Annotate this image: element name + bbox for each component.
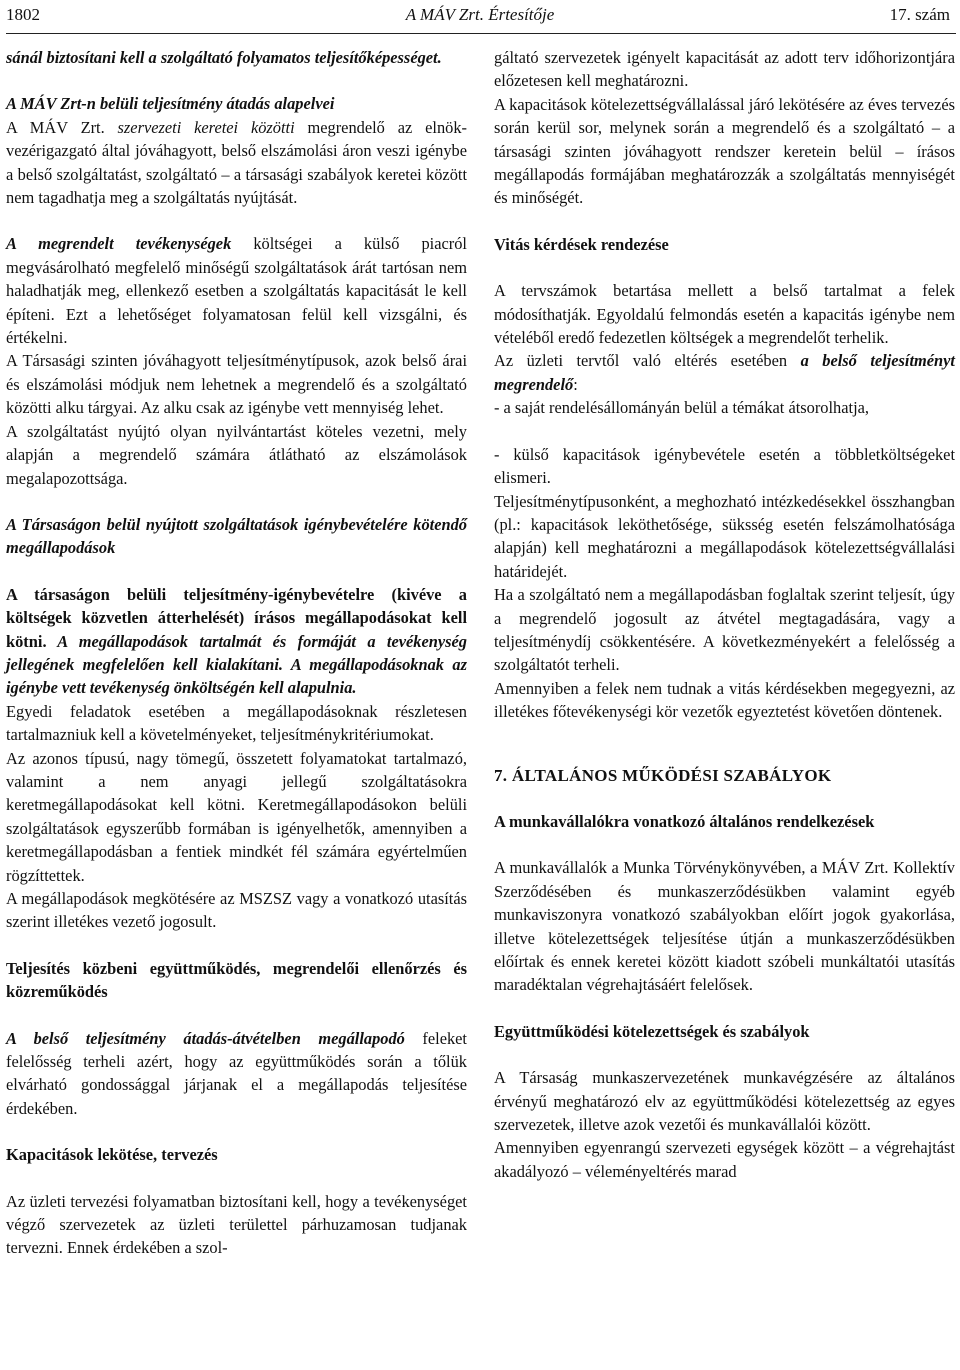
paragraph: A megállapodások megkötésére az MSZSZ vagy a vonatkozó utasítás szerint illetékes vezető jogosult. xyxy=(6,889,467,932)
text-run: szervezeti keretei közötti xyxy=(104,117,295,137)
text-run: költségei a külső piacról megvásárolható megfelelő minőségű szolgáltatások árát tartósan nem haladhatják meg, ellenkező esetben a szolgáltatás kapacitását le kell építeni. Ezt a lehetőséget folyamatosan felül kell vizsgálni, és értékelni. xyxy=(6,234,467,348)
journal-title: A MÁV Zrt. Értesítője xyxy=(405,5,555,24)
section-heading: Kapacitások lekötése, tervezés xyxy=(6,1145,218,1165)
paragraph: Az üzleti tervezési folyamatban biztosítani kell, hogy a tevékenységet végző szervezetek az üzleti területtel párhuzamosan tudjanak tervezni. Ennek érdekében a szol- xyxy=(6,1191,467,1258)
text-run: a belső teljesítményt megrendelő xyxy=(494,351,955,394)
paragraph: Ha a szolgáltató nem a megállapodásban foglaltak szerint teljesít, úgy a megrendelő jogosult az átvétel megtagadására, vagy a teljesítménydíj csökkentésére. A következményekért a felelősség a szolgáltatót terheli. xyxy=(494,585,955,675)
paragraph: gáltató szervezetek igényelt kapacitását az adott terv időhorizontjára előzetesen kell meghatározni. xyxy=(494,48,955,91)
list-item: - külső kapacitások igénybevétele esetén a többletköltségeket elismeri. xyxy=(494,444,955,488)
paragraph xyxy=(6,1027,467,1121)
paragraph: A tervszámok betartása mellett a belső tartalmat a felek módosíthatják. Egyoldalú felmondás esetén a kapacitás igénybe nem vételéből eredő fedezetlen költségek a megrendelőt terhelik. xyxy=(494,281,955,348)
paragraph: Teljesítménytípusonként, a meghozható intézkedésekkel összhangban (pl.: kapacitások leköthetősége, süksség esetén felszámolhatósága alapján) kell meghatározni a megállapodások kötelezettségvállalási határidejét. xyxy=(494,491,955,581)
paragraph: Amennyiben a felek nem tudnak a vitás kérdésekben megegyezni, az illetékes főtevékenységi kör vezetők egyeztetést követően döntenek. xyxy=(494,678,955,722)
issue-number: 17. szám xyxy=(889,5,950,24)
text-run: A megállapodások tartalmát és formáját a tevékenység jellegének megfelelően kell kialakítani. A megállapodásoknak az igénybe vett tevékenység önköltségén kell alapulnia. xyxy=(6,631,467,698)
left-column xyxy=(6,46,467,1260)
paragraph: A munkavállalók a Munka Törvénykönyvében, a MÁV Zrt. Kollektív Szerződésében és munkaszerződésükben valamint egyéb munkaviszonyra vonatkozó szabályokban előírt jogok gyakorlása, illetve kötelezettségek teljesítése útján a munkaszerződésükben előírtak és ennek keretei között kiadott szóbeli munkáltatói utasítás maradéktalan végrehajtásáért felelősek. xyxy=(494,858,955,995)
text-run: A belső teljesítmény átadás-átvételben megállapodó xyxy=(6,1028,405,1048)
paragraph: Amennyiben egyenrangú szervezeti egységek között – a végrehajtást akadályozó – véleményeltérés marad xyxy=(494,1138,955,1181)
paragraph: sánál biztosítani kell a szolgáltató folyamatos teljesítőképességet. xyxy=(6,48,442,67)
heading-text: A MÁV Zrt-n belüli teljesítmény átadás alapelvei xyxy=(6,94,335,114)
section-heading: Együttműködési kötelezettségek és szabályok xyxy=(494,1021,810,1041)
text-run: : xyxy=(573,374,578,394)
paragraph: Az azonos típusú, nagy tömegű, összetett folyamatokat tartalmazó, valamint a nem anyagi jellegű szolgáltatásokra keretmegállapodásokat kell kötni. Keretmegállapodásokon belüli szolgáltatások egyszerűbb formában is igényelhetők, amennyiben a keretmegállapodásban a fentiek mindkét fél számára egyértelműen rögzíttettek. xyxy=(6,748,467,885)
paragraph: A kapacitások kötelezettségvállalással járó lekötésére az éves tervezés során kerül sor, melynek során a megrendelő és a szolgáltató – a társasági szinten jóváhagyott rendszer keretein belül – írásos megállapodás formájában meghatározzák a szolgáltatás mennyiségét és minőségét. xyxy=(494,94,955,208)
paragraph: A Társaság munkaszervezetének munkavégzésére az általános érvényű meghatározó elv az együttműködési kötelezettség az egyes szervezetek, illetve azok vezetői és munkavállalói között. xyxy=(494,1068,955,1135)
section-heading: A Társaságon belül nyújtott szolgáltatások igénybevételére kötendő megállapodások xyxy=(6,514,467,558)
text-run: A megrendelt tevékenységek xyxy=(6,234,232,254)
paragraph: Egyedi feladatok esetében a megállapodásoknak részletesen tartalmazniuk kell a követelményeket, teljesítménykritériumokat. xyxy=(6,701,467,745)
right-column xyxy=(494,46,955,1183)
section-heading: Vitás kérdések rendezése xyxy=(494,234,669,254)
paragraph xyxy=(6,583,467,700)
text-run: Az üzleti tervtől való eltérés esetében xyxy=(494,351,801,371)
list-item: - a saját rendelésállományán belül a témákat átsorolhatja, xyxy=(494,398,870,418)
section-heading: Teljesítés közbeni együttműködés, megrendelői ellenőrzés és közreműködés xyxy=(6,958,467,1002)
page-header xyxy=(0,0,960,34)
paragraph: A szolgáltatást nyújtó olyan nyilvántartást köteles vezetni, mely alapján a megrendelő számára átlátható az elszámolások megalapozottsága. xyxy=(6,421,467,488)
text-run: A MÁV Zrt. xyxy=(6,117,105,137)
header-rule xyxy=(6,33,956,34)
chapter-heading: 7. ÁLTALÁNOS MŰKÖDÉSI SZABÁLYOK xyxy=(494,765,832,785)
text-run: feleket felelősség terheli azért, hogy az együttműködés során a tőlük elvárható gondossággal járjanak el a megállapodás teljesítése érdekében. xyxy=(6,1028,467,1118)
text-run: A társaságon belüli teljesítmény-igénybevételre (kivéve a költségek közvetlen átterhelését) írásos megállapodásokat kell kötni. xyxy=(6,584,467,651)
text-run: megrendelő az elnök-vezérigazgató által jóváhagyott, belső elszámolási áron veszi igénybe a belső szolgáltatást, szolgáltató – a társasági szabályok keretei között nem tagadhatja meg a szolgáltatás nyújtását. xyxy=(6,117,467,208)
section-heading: A munkavállalókra vonatkozó általános rendelkezések xyxy=(494,811,875,831)
paragraph xyxy=(494,349,955,396)
page-number: 1802 xyxy=(6,5,40,24)
section-heading xyxy=(6,92,467,209)
paragraph xyxy=(6,232,467,349)
paragraph: A Társasági szinten jóváhagyott teljesítménytípusok, azok belső árai és elszámolási módjuk nem lehetnek a megrendelő és a szolgáltató közötti alku tárgyai. Az alku csak az igénybe vett mennyiség lehet. xyxy=(6,351,467,418)
